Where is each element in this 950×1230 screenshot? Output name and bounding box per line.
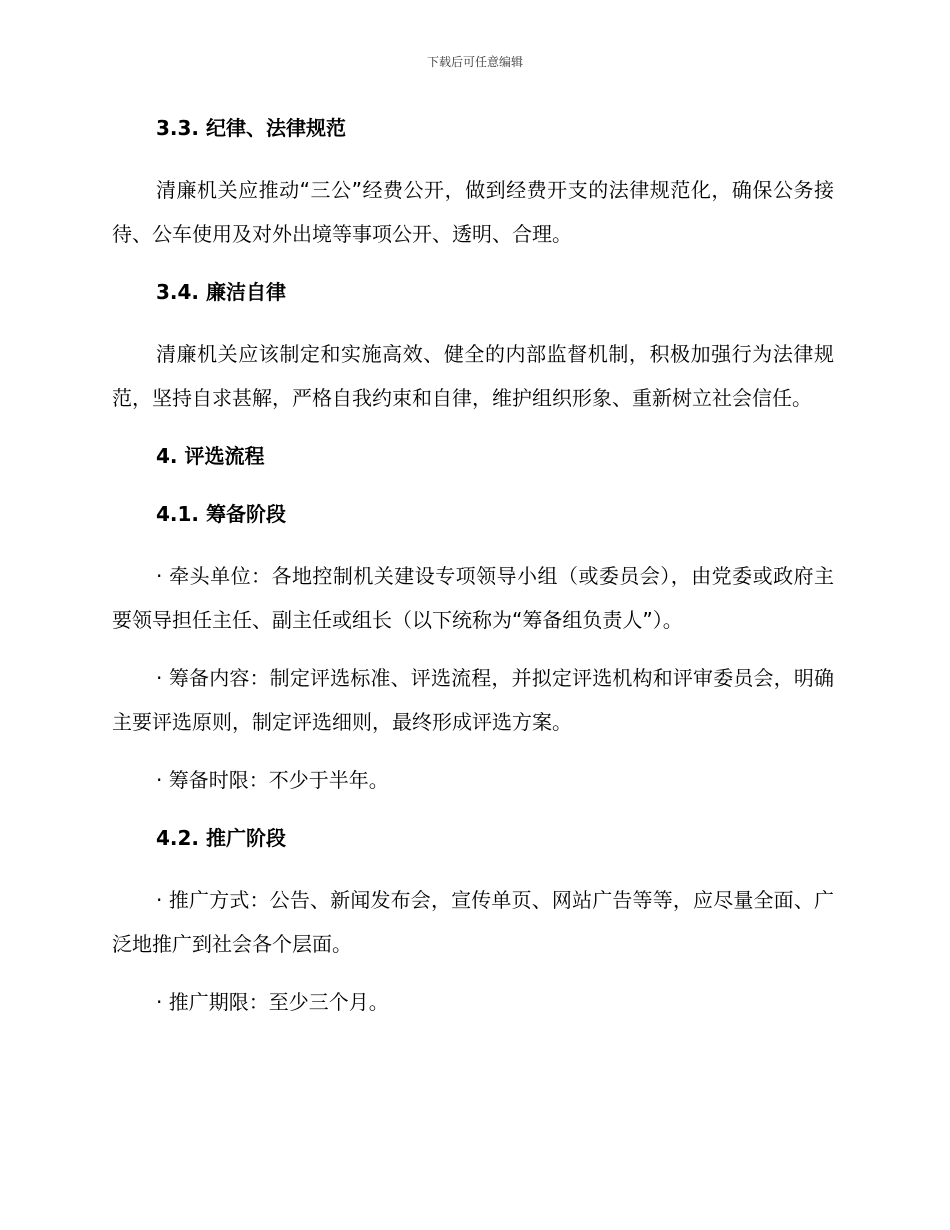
- section-paragraph-3-4: 清廉机关应该制定和实施高效、健全的内部监督机制，积极加强行为法律规范，坚持自求甚解，严格自我约束和自律，维护组织形象、重新树立社会信任。: [112, 342, 834, 410]
- document-body: [112, 112, 834, 1024]
- section-heading-3-3: 3.3. 纪律、法律规范: [156, 116, 346, 140]
- page-header: 下载后可任意编辑: [426, 55, 523, 69]
- list-item-promo-method: · 推广方式：公告、新闻发布会，宣传单页、网站广告等等，应尽量全面、广泛地推广到社会各个层面。: [112, 888, 834, 956]
- section-heading-4-2: 4.2. 推广阶段: [156, 826, 286, 850]
- list-item-lead-unit: · 牵头单位：各地控制机关建设专项领导小组（或委员会），由党委或政府主要领导担任主任、副主任或组长（以下统称为“筹备组负责人”）。: [112, 564, 834, 632]
- section-heading-4-1: 4.1. 筹备阶段: [156, 502, 286, 526]
- list-item-prep-content: · 筹备内容：制定评选标准、评选流程，并拟定评选机构和评审委员会，明确主要评选原则，制定评选细则，最终形成评选方案。: [112, 666, 834, 734]
- list-item-promo-period: · 推广期限：至少三个月。: [156, 990, 389, 1014]
- section-paragraph-3-3: 清廉机关应推动“三公”经费公开，做到经费开支的法律规范化，确保公务接待、公车使用及对外出境等事项公开、透明、合理。: [112, 178, 834, 246]
- section-heading-3-4: 3.4. 廉洁自律: [156, 280, 286, 304]
- section-heading-4: 4. 评选流程: [156, 444, 265, 468]
- list-item-prep-deadline: · 筹备时限：不少于半年。: [156, 768, 389, 792]
